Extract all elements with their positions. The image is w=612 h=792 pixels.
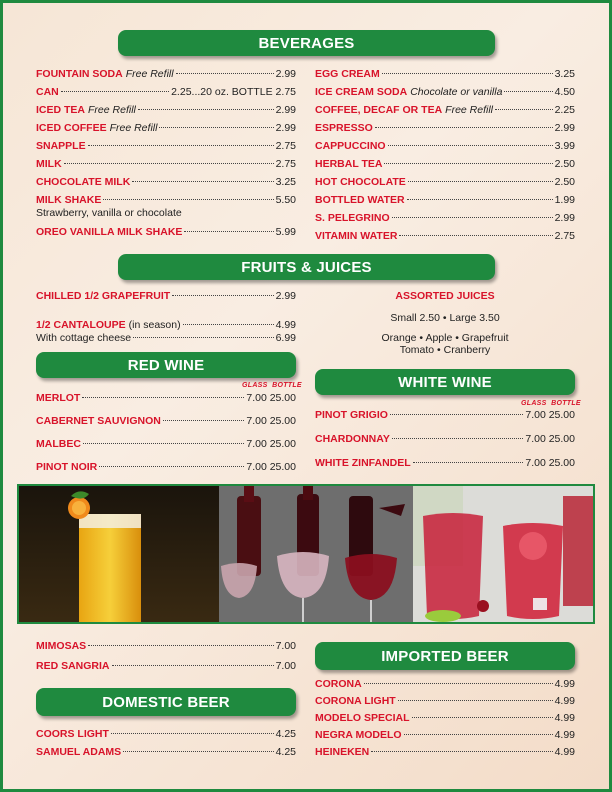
menu-item: CAN 2.25...20 oz. BOTTLE 2.75 — [36, 86, 296, 98]
leader-dots — [371, 751, 552, 752]
menu-item: SNAPPLE 2.75 — [36, 140, 296, 152]
red-wine-banner: RED WINE — [36, 352, 296, 378]
menu-item: With cottage cheese 6.99 — [36, 332, 296, 344]
leader-dots — [364, 683, 553, 684]
menu-item: MALBEC 7.00 25.00 — [36, 438, 296, 450]
leader-dots — [399, 235, 552, 236]
juices-sizes: Small 2.50 • Large 3.50 — [390, 312, 500, 324]
white-wine-list — [315, 409, 575, 470]
leader-dots — [176, 73, 274, 74]
leader-dots — [99, 466, 244, 467]
assorted-juices — [315, 290, 575, 356]
leader-dots — [132, 181, 273, 182]
drinks-photo-strip — [17, 484, 595, 624]
menu-item: BOTTLED WATER 1.99 — [315, 194, 575, 206]
leader-dots — [375, 127, 553, 128]
menu-item: MIMOSAS 7.00 — [36, 640, 296, 652]
beverages-banner: BEVERAGES — [118, 30, 495, 56]
menu-item: PINOT GRIGIO 7.00 25.00 — [315, 409, 575, 421]
cocktail-illustration — [19, 486, 219, 622]
menu-item: HERBAL TEA 2.50 — [315, 158, 575, 170]
beverages-right-column — [315, 68, 575, 243]
imported-beer-list — [315, 678, 575, 759]
menu-item: 1/2 CANTALOUPE (in season) 4.99 — [36, 319, 296, 331]
leader-dots — [123, 751, 273, 752]
leader-dots — [495, 109, 553, 110]
fruits-juices-banner: FRUITS & JUICES — [118, 254, 495, 280]
menu-item: OREO VANILLA MILK SHAKE 5.99 — [36, 226, 296, 238]
wine-photo — [219, 486, 413, 622]
red-wine-list — [36, 392, 296, 474]
menu-item: ESPRESSO 2.99 — [315, 122, 575, 134]
menu-item: CORONA 4.99 — [315, 678, 575, 690]
leader-dots — [384, 163, 552, 164]
leader-dots — [111, 733, 274, 734]
juices-line-1: Orange • Apple • Grapefruit — [381, 332, 509, 344]
sangria-photo — [413, 486, 593, 622]
menu-item: WHITE ZINFANDEL 7.00 25.00 — [315, 457, 575, 469]
menu-item: CHARDONNAY 7.00 25.00 — [315, 433, 575, 445]
leader-dots — [413, 462, 524, 463]
leader-dots — [183, 324, 274, 325]
menu-item: HOT CHOCOLATE 2.50 — [315, 176, 575, 188]
menu-item: MILK SHAKE 5.50 — [36, 194, 296, 206]
wine-illustration — [219, 486, 413, 622]
domestic-beer-banner: DOMESTIC BEER — [36, 688, 296, 716]
leader-dots — [390, 414, 523, 415]
leader-dots — [392, 217, 553, 218]
leader-dots — [82, 397, 244, 398]
leader-dots — [184, 231, 273, 232]
menu-item: ICED TEA Free Refill 2.99 — [36, 104, 296, 116]
leader-dots — [382, 73, 553, 74]
menu-item: CAPPUCCINO 3.99 — [315, 140, 575, 152]
menu-item: ICED COFFEE Free Refill 2.99 — [36, 122, 296, 134]
leader-dots — [88, 645, 273, 646]
cocktail-photo — [19, 486, 219, 622]
red-wine-glass-bottle-header: GLASS BOTTLE — [242, 382, 302, 389]
white-wine-glass-bottle-header: GLASS BOTTLE — [521, 400, 581, 407]
menu-item: S. PELEGRINO 2.99 — [315, 212, 575, 224]
menu-item: EGG CREAM 3.25 — [315, 68, 575, 80]
menu-item: ICE CREAM SODA Chocolate or vanilla 4.50 — [315, 86, 575, 98]
menu-item: COFFEE, DECAF OR TEA Free Refill 2.25 — [315, 104, 575, 116]
menu-item: CABERNET SAUVIGNON 7.00 25.00 — [36, 415, 296, 427]
leader-dots — [407, 199, 553, 200]
leader-dots — [112, 665, 274, 666]
leader-dots — [88, 145, 274, 146]
leader-dots — [398, 700, 553, 701]
white-wine-banner: WHITE WINE — [315, 369, 575, 395]
imported-beer-banner: IMPORTED BEER — [315, 642, 575, 670]
menu-item: CORONA LIGHT 4.99 — [315, 695, 575, 707]
menu-item: FOUNTAIN SODA Free Refill 2.99 — [36, 68, 296, 80]
leader-dots — [83, 443, 244, 444]
beverages-left-column — [36, 68, 296, 239]
fruits-left-column — [36, 290, 296, 345]
sangria-illustration — [413, 486, 593, 622]
leader-dots — [61, 91, 169, 92]
menu-item: CHOCOLATE MILK 3.25 — [36, 176, 296, 188]
leader-dots — [392, 438, 523, 439]
milkshake-flavors: Strawberry, vanilla or chocolate — [36, 207, 182, 219]
leader-dots — [412, 717, 553, 718]
juices-line-2: Tomato • Cranberry — [399, 344, 491, 356]
leader-dots — [172, 295, 273, 296]
menu-item: MERLOT 7.00 25.00 — [36, 392, 296, 404]
menu-item: SAMUEL ADAMS 4.25 — [36, 746, 296, 758]
leader-dots — [64, 163, 274, 164]
menu-item: COORS LIGHT 4.25 — [36, 728, 296, 740]
domestic-beer-list — [36, 728, 296, 759]
menu-item: MILK 2.75 — [36, 158, 296, 170]
leader-dots — [138, 109, 274, 110]
menu-item: RED SANGRIA 7.00 — [36, 660, 296, 672]
menu-item: VITAMIN WATER 2.75 — [315, 230, 575, 242]
menu-item: PINOT NOIR 7.00 25.00 — [36, 461, 296, 473]
cocktail-list — [36, 640, 296, 673]
menu-item: HEINEKEN 4.99 — [315, 746, 575, 758]
menu-item: CHILLED 1/2 GRAPEFRUIT 2.99 — [36, 290, 296, 302]
menu-item: MODELO SPECIAL 4.99 — [315, 712, 575, 724]
leader-dots — [163, 420, 245, 421]
leader-dots — [504, 91, 552, 92]
leader-dots — [388, 145, 553, 146]
leader-dots — [159, 127, 273, 128]
menu-item: NEGRA MODELO 4.99 — [315, 729, 575, 741]
leader-dots — [103, 199, 273, 200]
leader-dots — [133, 337, 273, 338]
juices-title: ASSORTED JUICES — [395, 290, 495, 302]
leader-dots — [404, 734, 553, 735]
leader-dots — [408, 181, 553, 182]
